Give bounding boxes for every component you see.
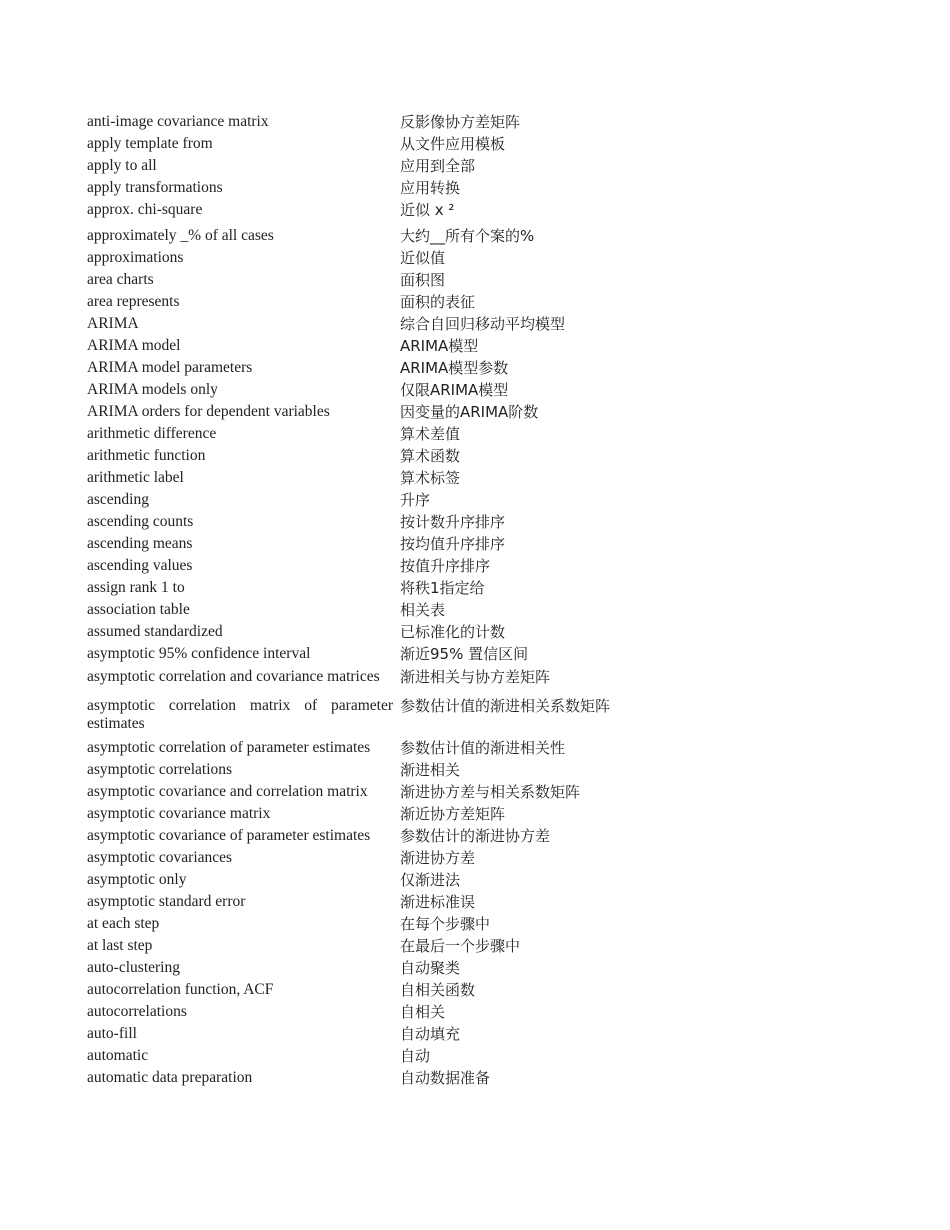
chinese-term: 近似值 [400,249,446,267]
glossary-row [87,1045,687,1067]
glossary-row [87,1067,687,1089]
glossary-row [87,891,687,913]
english-term: arithmetic label [87,469,184,486]
glossary-row [87,533,687,555]
glossary-row [87,177,687,199]
english-term: asymptotic 95% confidence interval [87,645,311,662]
glossary-row [87,247,687,269]
glossary-row [87,665,687,694]
english-term: ascending values [87,557,193,574]
glossary-row [87,423,687,445]
chinese-term: 自动聚类 [400,959,461,977]
glossary-row [87,269,687,291]
english-term: automatic [87,1047,149,1064]
english-term: ascending means [87,535,193,552]
english-term: automatic data preparation [87,1069,253,1086]
chinese-term: 大约__所有个案的% [400,227,535,245]
chinese-term: 渐进相关与协方差矩阵 [400,668,551,686]
english-term: apply transformations [87,179,223,196]
english-term: asymptotic correlations [87,761,233,778]
glossary-row [87,599,687,621]
chinese-term: 算术标签 [400,469,461,487]
english-term: association table [87,601,190,618]
chinese-term: 仅渐进法 [400,871,461,889]
glossary-row [87,803,687,825]
glossary-row [87,133,687,155]
chinese-term: ARIMA模型参数 [400,359,509,377]
english-term: area charts [87,271,154,288]
chinese-term: 渐进协方差与相关系数矩阵 [400,783,581,801]
glossary-row [87,111,687,133]
chinese-term: 应用到全部 [400,157,476,175]
chinese-term: 渐进协方差 [400,849,476,867]
glossary-row [87,313,687,335]
english-term: ARIMA model parameters [87,359,253,376]
chinese-term: 升序 [400,491,431,509]
glossary-row [87,737,687,759]
english-term: auto-clustering [87,959,180,976]
english-term: asymptotic standard error [87,893,246,910]
glossary-row [87,489,687,511]
glossary-row [87,555,687,577]
glossary-row [87,781,687,803]
glossary-row [87,979,687,1001]
chinese-term: 自相关 [400,1003,446,1021]
english-term: approximately _% of all cases [87,227,274,244]
chinese-term: 从文件应用模板 [400,135,506,153]
glossary-row [87,155,687,177]
glossary-row [87,577,687,599]
chinese-term: 面积的表征 [400,293,476,311]
chinese-term: 仅限ARIMA模型 [400,381,509,399]
english-term: asymptotic covariance of parameter estimates [87,827,371,844]
english-term: area represents [87,293,180,310]
english-term: auto-fill [87,1025,137,1042]
english-term: apply template from [87,135,213,152]
chinese-term: 已标准化的计数 [400,623,506,641]
english-term: ARIMA [87,315,139,332]
glossary-list [87,111,687,1089]
glossary-row [87,225,687,247]
english-term: asymptotic covariances [87,849,233,866]
english-term: asymptotic correlation and covariance matrices [87,668,380,685]
english-term: at each step [87,915,160,932]
english-term: anti-image covariance matrix [87,113,269,130]
english-term: arithmetic function [87,447,206,464]
english-term: ARIMA model [87,337,181,354]
chinese-term: 算术差值 [400,425,461,443]
chinese-term: 渐进标准误 [400,893,476,911]
chinese-term: 渐进相关 [400,761,461,779]
glossary-row [87,1023,687,1045]
glossary-row [87,379,687,401]
chinese-term: 自动 [400,1047,431,1065]
glossary-row [87,511,687,533]
chinese-term: 面积图 [400,271,446,289]
chinese-term: 自相关函数 [400,981,476,999]
chinese-term: 算术函数 [400,447,461,465]
chinese-term: 参数估计值的渐进相关系数矩阵 [400,697,611,715]
english-term: asymptotic covariance matrix [87,805,271,822]
english-term: autocorrelation function, ACF [87,981,274,998]
english-term: assign rank 1 to [87,579,185,596]
glossary-row [87,1001,687,1023]
glossary-row [87,935,687,957]
english-term: approx. chi-square [87,201,203,218]
chinese-term: 应用转换 [400,179,461,197]
glossary-row [87,869,687,891]
english-term: autocorrelations [87,1003,187,1020]
glossary-row [87,957,687,979]
glossary-row [87,335,687,357]
english-term: assumed standardized [87,623,223,640]
english-term: asymptotic correlation of parameter estimates [87,739,371,756]
chinese-term: 将秩1指定给 [400,579,485,597]
chinese-term: 因变量的ARIMA阶数 [400,403,539,421]
chinese-term: 在每个步骤中 [400,915,491,933]
english-term: approximations [87,249,184,266]
glossary-row [87,694,687,737]
chinese-term: ARIMA模型 [400,337,479,355]
english-term: asymptotic correlation matrix of parameter estimates [87,697,393,732]
english-term: apply to all [87,157,157,174]
english-term: ascending [87,491,149,508]
glossary-row [87,291,687,313]
chinese-term: 反影像协方差矩阵 [400,113,521,131]
glossary-row [87,643,687,665]
glossary-row [87,825,687,847]
chinese-term: 综合自回归移动平均模型 [400,315,566,333]
chinese-term: 近似 x ² [400,201,455,219]
chinese-term: 自动数据准备 [400,1069,491,1087]
glossary-row [87,759,687,781]
chinese-term: 在最后一个步骤中 [400,937,521,955]
english-term: ascending counts [87,513,194,530]
english-term: arithmetic difference [87,425,217,442]
glossary-row [87,467,687,489]
english-term: ARIMA orders for dependent variables [87,403,330,420]
english-term: at last step [87,937,153,954]
glossary-row [87,445,687,467]
chinese-term: 自动填充 [400,1025,461,1043]
glossary-row [87,357,687,379]
chinese-term: 参数估计值的渐进相关性 [400,739,566,757]
glossary-row [87,913,687,935]
chinese-term: 参数估计的渐进协方差 [400,827,551,845]
chinese-term: 渐近协方差矩阵 [400,805,506,823]
chinese-term: 按均值升序排序 [400,535,506,553]
glossary-row [87,847,687,869]
english-term: ARIMA models only [87,381,218,398]
chinese-term: 相关表 [400,601,446,619]
english-term: asymptotic covariance and correlation matrix [87,783,368,800]
glossary-row [87,401,687,423]
glossary-row [87,621,687,643]
english-term: asymptotic only [87,871,187,888]
glossary-row [87,199,687,221]
chinese-term: 渐近95% 置信区间 [400,645,529,663]
chinese-term: 按值升序排序 [400,557,491,575]
chinese-term: 按计数升序排序 [400,513,506,531]
